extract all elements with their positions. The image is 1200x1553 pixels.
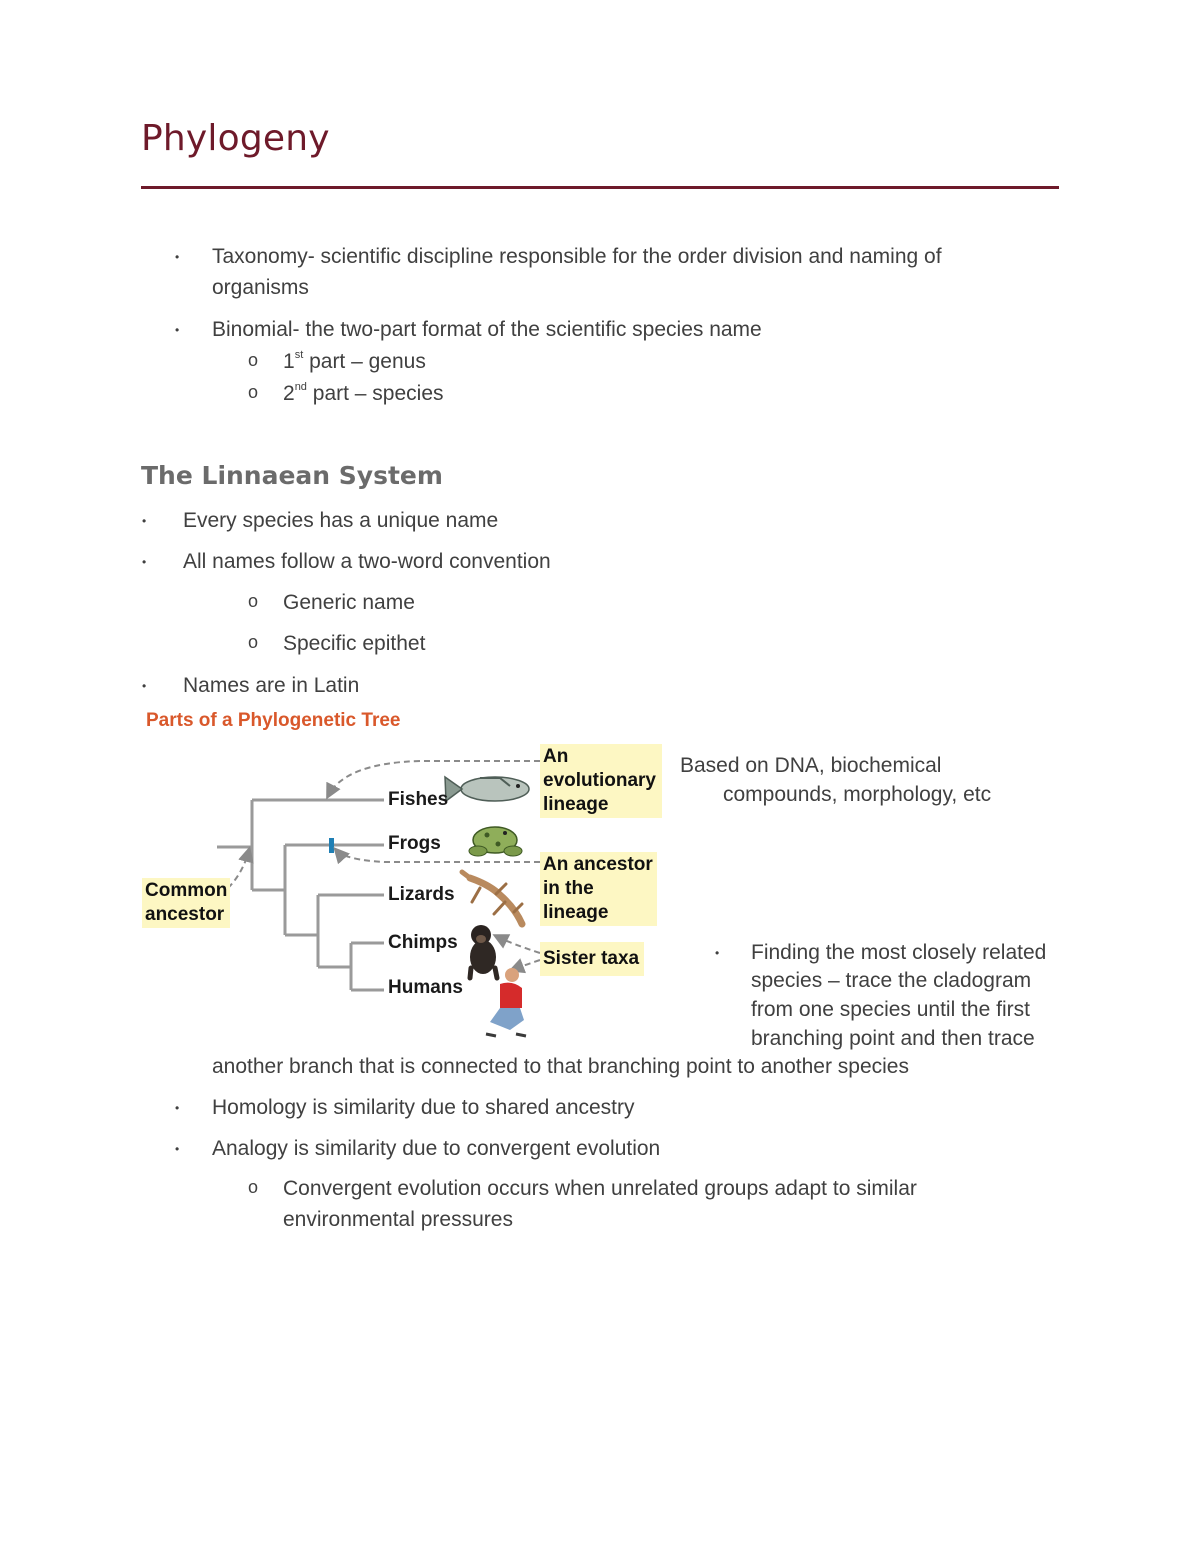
side-note-line-2: compounds, morphology, etc <box>723 783 992 806</box>
bullet-icon: • <box>142 514 147 528</box>
bullet-icon: • <box>175 1142 180 1156</box>
taxonomy-definition-cont: organisms <box>212 276 309 299</box>
tree-branches <box>217 800 384 990</box>
taxon-label-fishes: Fishes <box>388 789 449 810</box>
finding-line-3: from one species until the first <box>751 998 1030 1021</box>
callout-sister-taxa: Sister taxa <box>540 942 644 976</box>
linnaean-point-latin: Names are in Latin <box>183 674 360 697</box>
finding-line-1: Finding the most closely related <box>751 941 1047 964</box>
binomial-definition: Binomial- the two-part format of the scientific species name <box>212 318 762 341</box>
figure-title: Parts of a Phylogenetic Tree <box>146 710 401 731</box>
binomial-part-genus: 1st part – genus <box>283 349 426 373</box>
sub-bullet-icon: o <box>248 591 259 611</box>
page-title: Phylogeny <box>141 118 330 159</box>
bullet-icon: • <box>175 323 180 337</box>
taxon-label-frogs: Frogs <box>388 833 441 854</box>
convergent-evolution-line-2: environmental pressures <box>283 1208 513 1231</box>
finding-line-4: branching point and then trace <box>751 1027 1035 1050</box>
bullet-icon: • <box>142 555 147 569</box>
human-icon <box>486 968 526 1036</box>
sub-bullet-icon: o <box>248 382 259 402</box>
sub-bullet-icon: o <box>248 632 259 652</box>
taxonomy-definition: Taxonomy- scientific discipline responsible for the order division and naming of <box>212 245 942 268</box>
ancestor-marker <box>329 838 334 853</box>
callout-ancestor-in-lineage: An ancestor in the lineage <box>540 852 657 926</box>
homology-definition: Homology is similarity due to shared ancestry <box>212 1096 635 1119</box>
bullet-icon: • <box>175 250 180 264</box>
binomial-part-species: 2nd part – species <box>283 381 444 405</box>
side-note-line-1: Based on DNA, biochemical <box>680 754 942 777</box>
frog-icon <box>469 827 522 856</box>
taxon-label-lizards: Lizards <box>388 884 455 905</box>
fish-icon <box>445 777 529 801</box>
convergent-evolution-line-1: Convergent evolution occurs when unrelated groups adapt to similar <box>283 1177 917 1200</box>
callout-common-ancestor: Common ancestor <box>142 878 230 928</box>
callout-evolutionary-lineage: An evolutionary lineage <box>540 744 662 818</box>
sub-bullet-icon: o <box>248 350 259 370</box>
lizard-icon <box>462 872 522 924</box>
linnaean-point-two-word: All names follow a two-word convention <box>183 550 551 573</box>
linnaean-heading: The Linnaean System <box>141 461 443 490</box>
bullet-icon: • <box>715 946 720 960</box>
finding-line-5: another branch that is connected to that branching point to another species <box>212 1055 909 1078</box>
finding-line-2: species – trace the cladogram <box>751 969 1032 992</box>
chimp-icon <box>470 925 497 978</box>
linnaean-specific-epithet: Specific epithet <box>283 632 426 655</box>
sub-bullet-icon: o <box>248 1177 259 1197</box>
taxon-label-humans: Humans <box>388 977 463 998</box>
linnaean-point-unique: Every species has a unique name <box>183 509 499 532</box>
analogy-definition: Analogy is similarity due to convergent evolution <box>212 1137 661 1160</box>
taxon-label-chimps: Chimps <box>388 932 458 953</box>
linnaean-generic-name: Generic name <box>283 591 415 614</box>
bullet-icon: • <box>142 679 147 693</box>
bullet-icon: • <box>175 1101 180 1115</box>
